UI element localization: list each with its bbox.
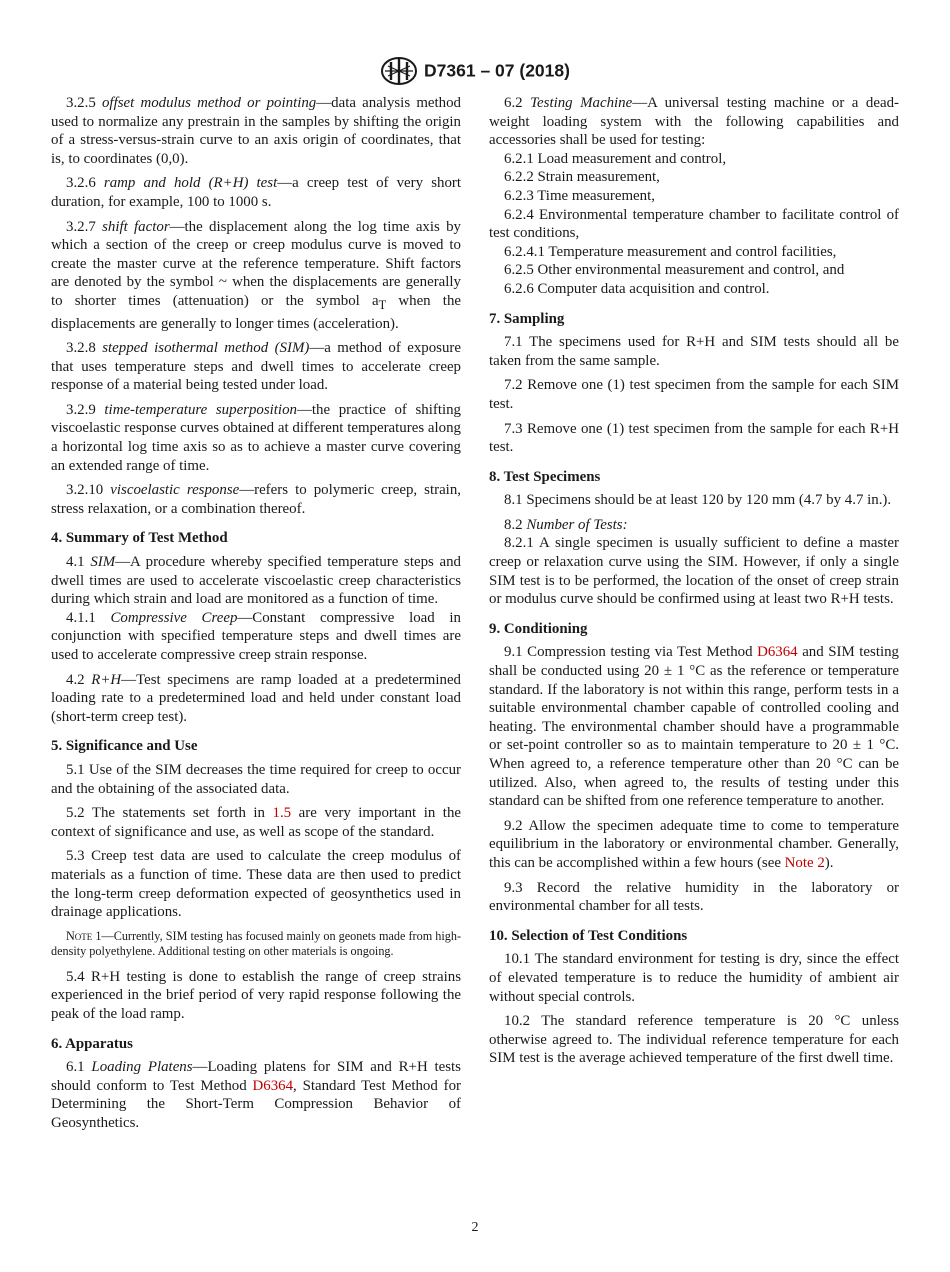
- left-column: [51, 94, 461, 1138]
- paragraph-3-2-10: 3.2.10 viscoelastic response—refers to polymeric creep, strain, stress relaxation, or a combination thereof.: [51, 482, 461, 517]
- page-header: [0, 56, 950, 86]
- paragraph-3-2-6: 3.2.6 ramp and hold (R+H) test—a creep test of very short duration, for example, 100 to 1000 s.: [51, 175, 461, 210]
- section-heading-6: 6. Apparatus: [51, 1035, 133, 1052]
- paragraph-6-2: 6.2 Testing Machine—A universal testing machine or a dead-weight loading system with the following capabilities and accessories shall be used for testing:: [489, 95, 899, 149]
- paragraph-6-1: 6.1 Loading Platens—Loading platens for SIM and R+H tests should conform to Test Method D6364, Standard Test Method for Determining the Short-Term Compression Behavior of Geosynthetics.: [51, 1059, 461, 1131]
- link-section-1-5[interactable]: 1.5: [272, 805, 292, 822]
- section-heading-8: 8. Test Specimens: [489, 468, 601, 485]
- document-designation: D7361 – 07 (2018): [424, 60, 570, 81]
- paragraph-5-3: 5.3 Creep test data are used to calculate the creep modulus of materials as a function of time. These data are then used to predict the long-term creep deformation expected of geosynthetics used in drainage applications.: [51, 848, 461, 921]
- paragraph-6-2-2: 6.2.2 Strain measurement,: [504, 169, 660, 186]
- astm-logo: [380, 56, 418, 86]
- paragraph-3-2-5: 3.2.5 offset modulus method or pointing—data analysis method used to normalize any prestrain in the samples by shifting the origin of a stress-versus-strain curve to an axis origin of coordinates, that is, to coordinates (0,0).: [51, 95, 461, 167]
- section-heading-9: 9. Conditioning: [489, 620, 588, 637]
- paragraph-10-1: 10.1 The standard environment for testing is dry, since the effect of elevated temperature is to reduce the humidity of ambient air without special controls.: [489, 951, 899, 1005]
- section-heading-7: 7. Sampling: [489, 310, 565, 327]
- paragraph-9-2: 9.2 Allow the specimen adequate time to come to temperature equilibrium in the laboratory or environmental chamber. Generally, this can be accomplished within a few hours (see Note 2).: [489, 817, 899, 871]
- paragraph-4-1: 4.1 SIM—A procedure whereby specified temperature steps and dwell times are used to accelerate viscoelastic creep characteristics during which strain and load are monitored as a function of time.: [51, 554, 461, 608]
- paragraph-6-2-4: 6.2.4 Environmental temperature chamber to facilitate control of test conditions,: [489, 206, 899, 242]
- paragraph-9-1: 9.1 Compression testing via Test Method D6364 and SIM testing shall be conducted using 20 ± 1 °C as the reference or temperature standard. If the laboratory is not within this range, perform tests in a suitable environmental chamber capable of controlled cooling and heating. The environmental chamber should have a programmable or set-point controller so as to maintain temperature to 20 ± 1 °C. When agreed to, a reference temperature other than 20 °C can be utilized. Also, when agreed to, the results of testing under this standard can be shifted from one reference temperature to another.: [489, 644, 899, 810]
- paragraph-10-2: 10.2 The standard reference temperature is 20 °C unless otherwise agreed to. The individual reference temperature for each SIM test is the average achieved temperature of the first dwell time.: [489, 1013, 899, 1067]
- paragraph-6-2-4-1: 6.2.4.1 Temperature measurement and control facilities,: [504, 243, 837, 260]
- paragraph-4-2: 4.2 R+H—Test specimens are ramp loaded at a predetermined loading rate to a predetermined load and held under constant load (short-term creep test).: [51, 671, 461, 725]
- link-d6364-conditioning[interactable]: D6364: [757, 644, 798, 661]
- link-note-2[interactable]: Note 2: [784, 854, 825, 871]
- paragraph-5-2: 5.2 The statements set forth in 1.5 are very important in the context of significance and use, as well as scope of the standard.: [51, 805, 461, 840]
- section-heading-5: 5. Significance and Use: [51, 738, 198, 755]
- paragraph-7-1: 7.1 The specimens used for R+H and SIM tests should all be taken from the same sample.: [489, 334, 899, 369]
- page-number: 2: [471, 1220, 479, 1235]
- paragraph-5-4: 5.4 R+H testing is done to establish the range of creep strains experienced in the brief period of very rapid response following the peak of the load ramp.: [51, 968, 461, 1022]
- paragraph-8-1: 8.1 Specimens should be at least 120 by 120 mm (4.7 by 4.7 in.).: [504, 492, 892, 509]
- section-heading-4: 4. Summary of Test Method: [51, 530, 228, 547]
- paragraph-8-2: 8.2 Number of Tests:: [504, 516, 628, 533]
- note-1: Note 1—Currently, SIM testing has focused mainly on geonets made from high-density polyethylene. Additional testing on other materials is ongoing.: [51, 928, 462, 959]
- paragraph-6-2-6: 6.2.6 Computer data acquisition and control.: [504, 280, 770, 297]
- paragraph-6-2-5: 6.2.5 Other environmental measurement and control, and: [504, 262, 845, 279]
- paragraph-3-2-7: 3.2.7 shift factor—the displacement along the log time axis by which a section of the creep or creep modulus curve is moved to create the master curve at the reference temperature. Shift factors are denoted by the symbol ~ when the displacements are generally to shorter times (attenuation) or the symbol $a_T$ when the displacements are generally to longer times (acceleration).: [51, 218, 461, 332]
- right-column: [489, 94, 899, 1074]
- link-d6364[interactable]: D6364: [252, 1077, 294, 1094]
- paragraph-8-2-1: 8.2.1 A single specimen is usually sufficient to define a master creep or relaxation curve using the SIM. However, if only a single SIM test is to be performed, the location of the onset of creep strain or modulus curve should be confirmed using at least two R+H tests.: [489, 535, 899, 608]
- paragraph-5-1: 5.1 Use of the SIM decreases the time required for creep to occur and the obtaining of the associated data.: [51, 761, 461, 797]
- paragraph-6-2-3: 6.2.3 Time measurement,: [504, 187, 655, 204]
- section-heading-10: 10. Selection of Test Conditions: [489, 927, 688, 944]
- paragraph-9-3: 9.3 Record the relative humidity in the laboratory or environmental chamber for all tests.: [489, 879, 899, 915]
- paragraph-6-2-1: 6.2.1 Load measurement and control,: [504, 150, 727, 167]
- paragraph-7-2: 7.2 Remove one (1) test specimen from the sample for each SIM test.: [489, 377, 899, 412]
- paragraph-3-2-9: 3.2.9 time-temperature superposition—the practice of shifting viscoelastic response curves obtained at different temperatures along a horizontal log time axis so as to achieve a master curve covering an extended range of time.: [51, 401, 461, 474]
- paragraph-7-3: 7.3 Remove one (1) test specimen from the sample for each R+H test.: [489, 420, 899, 456]
- paragraph-3-2-8: 3.2.8 stepped isothermal method (SIM)—a method of exposure that uses temperature steps and dwell times to accelerate creep response of a material being tested under load.: [51, 340, 461, 394]
- paragraph-4-1-1: 4.1.1 Compressive Creep—Constant compressive load in conjunction with specified temperature steps and dwell times are used to accelerate compressive creep strain response.: [51, 609, 461, 663]
